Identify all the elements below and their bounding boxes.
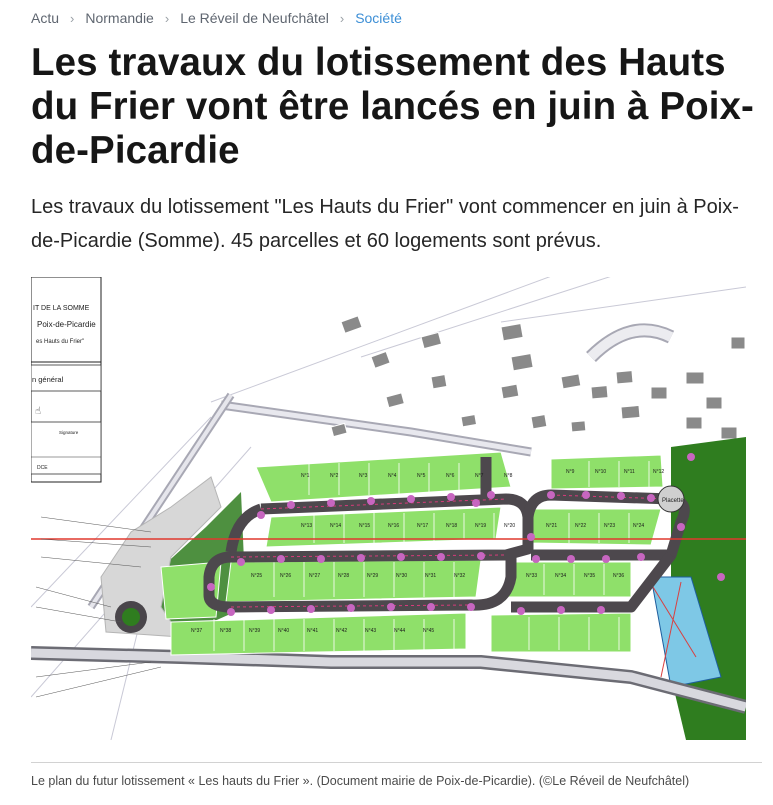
- lot-number-label: N°2: [330, 473, 339, 479]
- lot-number-label: N°3: [359, 473, 368, 479]
- tree-symbol: [532, 555, 540, 563]
- breadcrumb-item-reveil-de-neufchatel[interactable]: Le Réveil de Neufchâtel: [180, 10, 329, 26]
- tree-symbol: [277, 555, 285, 563]
- lot-number-label: N°45: [423, 628, 435, 634]
- existing-house: [621, 405, 640, 419]
- lot-number-label: N°21: [546, 523, 558, 529]
- tree-symbol: [287, 501, 295, 509]
- lotissement-plan-map: [31, 277, 746, 740]
- existing-house: [721, 427, 737, 439]
- tree-symbol: [597, 606, 605, 614]
- tree-symbol: [602, 555, 610, 563]
- existing-house: [531, 415, 547, 429]
- existing-house: [501, 324, 523, 341]
- breadcrumb-item-societe[interactable]: Société: [355, 10, 402, 26]
- lot-number-label: N°40: [278, 628, 290, 634]
- tree-symbol: [327, 499, 335, 507]
- tree-symbol: [397, 553, 405, 561]
- lot-number-label: N°7: [475, 473, 484, 479]
- existing-house: [431, 375, 447, 389]
- lot-number-label: N°11: [624, 469, 635, 475]
- existing-house: [501, 384, 519, 399]
- lot-number-label: N°33: [526, 573, 538, 579]
- cartouche-box-title: Signature: [59, 430, 79, 435]
- tree-symbol: [427, 603, 435, 611]
- breadcrumb-item-actu[interactable]: Actu: [31, 10, 60, 26]
- tree-symbol: [677, 523, 685, 531]
- chevron-right-icon: ›: [164, 10, 170, 26]
- tree-symbol: [647, 494, 655, 502]
- image-caption: Le plan du futur lotissement « Les hauts du Frier ». (Document mairie de Poix-de-Picardie). (©Le Réveil de Neufchâtel): [31, 774, 690, 788]
- tree-symbol: [367, 497, 375, 505]
- lot-number-label: N°36: [613, 573, 625, 579]
- cartouche-line1: IT DE LA SOMME: [33, 305, 90, 312]
- tree-symbol: [717, 573, 725, 581]
- chevron-right-icon: ›: [70, 10, 75, 26]
- lot-number-label: N°16: [388, 523, 400, 529]
- lot-number-label: N°34: [555, 573, 567, 579]
- existing-house: [616, 371, 633, 384]
- lot-number-label: N°12: [653, 469, 665, 475]
- existing-house: [561, 374, 581, 389]
- tree-symbol: [227, 608, 235, 616]
- caption-divider: [31, 762, 762, 763]
- lot-number-label: N°35: [584, 573, 596, 579]
- tree-symbol: [317, 555, 325, 563]
- lot-number-label: N°29: [367, 573, 379, 579]
- hand-cursor-icon: ☝: [35, 406, 42, 417]
- tree-symbol: [257, 511, 265, 519]
- lot-number-label: N°23: [604, 523, 616, 529]
- tree-symbol: [447, 493, 455, 501]
- tree-symbol: [487, 491, 495, 499]
- placette-label: Placette: [662, 498, 684, 504]
- existing-house: [706, 397, 722, 409]
- lot-number-label: N°37: [191, 628, 203, 634]
- tree-symbol: [567, 555, 575, 563]
- tree-symbol: [472, 499, 480, 507]
- tree-symbol: [637, 553, 645, 561]
- lot-number-label: N°1: [301, 473, 310, 479]
- tree-symbol: [547, 491, 555, 499]
- cartouche-line2: Poix-de-Picardie: [37, 320, 96, 329]
- lot-number-label: N°24: [633, 523, 645, 529]
- existing-house: [731, 337, 745, 349]
- tree-symbol: [617, 492, 625, 500]
- lot-number-label: N°43: [365, 628, 377, 634]
- tree-symbol: [307, 605, 315, 613]
- breadcrumb-item-normandie[interactable]: Normandie: [85, 10, 154, 26]
- lot-number-label: N°8: [504, 473, 513, 479]
- tree-symbol: [357, 554, 365, 562]
- tree-symbol: [207, 583, 215, 591]
- lot-number-label: N°20: [504, 523, 516, 529]
- cartouche-section: n général: [32, 375, 64, 384]
- tree-symbol: [527, 533, 535, 541]
- chevron-right-icon: ›: [339, 10, 345, 26]
- existing-house: [461, 415, 477, 427]
- lot-number-label: N°18: [446, 523, 458, 529]
- tree-symbol: [582, 491, 590, 499]
- tree-symbol: [437, 553, 445, 561]
- tree-symbol: [687, 453, 695, 461]
- lot-number-label: N°15: [359, 523, 371, 529]
- lot-number-label: N°14: [330, 523, 342, 529]
- lot-number-label: N°13: [301, 523, 313, 529]
- lot-number-label: N°30: [396, 573, 408, 579]
- cartouche-line3: es Hauts du Frier": [36, 339, 85, 345]
- lot-number-label: N°5: [417, 473, 426, 479]
- lot-number-label: N°25: [251, 573, 263, 579]
- existing-house: [686, 372, 704, 384]
- tree-symbol: [347, 604, 355, 612]
- lot-number-label: N°31: [425, 573, 437, 579]
- article-title: Les travaux du lotissement des Hauts du Frier vont être lancés en juin à Poix-de-Picardie: [31, 41, 754, 172]
- tree-symbol: [557, 606, 565, 614]
- lot-number-label: N°22: [575, 523, 587, 529]
- tree-symbol: [477, 552, 485, 560]
- lot-number-label: N°4: [388, 473, 397, 479]
- lot-number-label: N°44: [394, 628, 406, 634]
- breadcrumb: [31, 7, 402, 29]
- lot-number-label: N°10: [595, 469, 607, 475]
- tree-symbol: [517, 607, 525, 615]
- existing-house: [686, 417, 702, 429]
- lot-number-label: N°19: [475, 523, 487, 529]
- lot-number-label: N°32: [454, 573, 466, 579]
- lot-number-label: N°41: [307, 628, 319, 634]
- cartouche-code: DCE: [37, 465, 48, 471]
- lot-number-label: N°17: [417, 523, 429, 529]
- lot-number-label: N°9: [566, 469, 575, 475]
- tree-symbol: [467, 603, 475, 611]
- lot-number-label: N°26: [280, 573, 292, 579]
- existing-house: [511, 354, 533, 371]
- lot-number-label: N°42: [336, 628, 348, 634]
- tree-symbol: [267, 606, 275, 614]
- existing-house: [591, 386, 608, 399]
- tree-symbol: [237, 558, 245, 566]
- tree-symbol: [387, 603, 395, 611]
- tree-symbol: [407, 495, 415, 503]
- article-lead: Les travaux du lotissement "Les Hauts du Frier" vont commencer en juin à Poix-de-Picardie (Somme). 45 parcelles et 60 logements sont prévus.: [31, 196, 739, 252]
- lot-number-label: N°38: [220, 628, 232, 634]
- lot-number-label: N°28: [338, 573, 350, 579]
- article-image[interactable]: [31, 277, 746, 740]
- existing-house: [651, 387, 667, 399]
- lot-number-label: N°39: [249, 628, 261, 634]
- lot-number-label: N°6: [446, 473, 455, 479]
- lot-number-label: N°27: [309, 573, 321, 579]
- existing-house: [571, 421, 586, 432]
